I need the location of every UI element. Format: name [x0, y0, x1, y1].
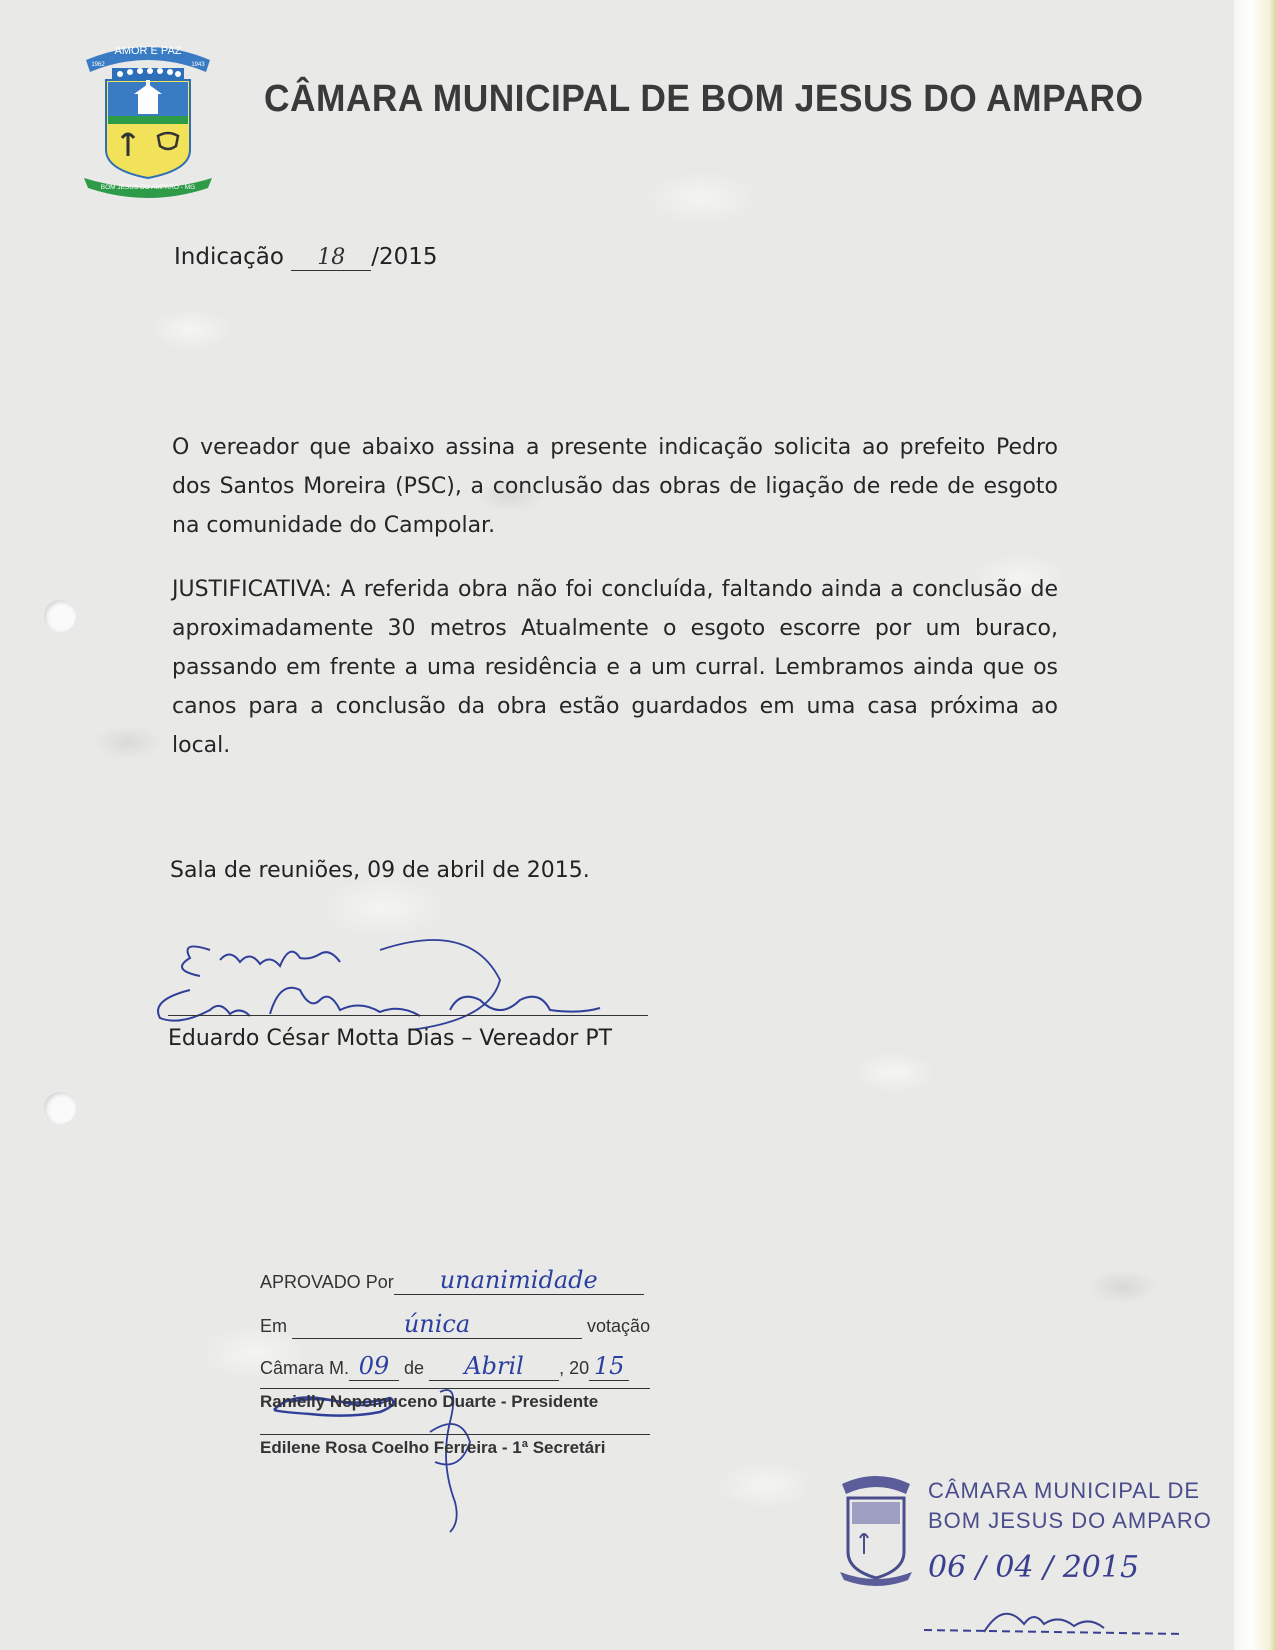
punch-hole-bottom: [44, 1092, 76, 1124]
stamp-line-1: CÂMARA MUNICIPAL DE: [928, 1478, 1201, 1503]
approval-day: 09: [349, 1352, 399, 1381]
approval-row-em: [260, 1310, 650, 1339]
secretary-name: Edilene Rosa Coelho Ferreira - 1ª Secretári: [260, 1438, 606, 1457]
receipt-stamp: [836, 1474, 1216, 1644]
indicacao-number: 18: [291, 245, 371, 271]
place-date: Sala de reuniões, 09 de abril de 2015.: [170, 858, 590, 883]
municipal-crest-icon: [82, 38, 214, 198]
votacao-label: votação: [587, 1316, 651, 1336]
crest-year-right: 1943: [191, 62, 205, 68]
crest-year-left: 1962: [91, 62, 105, 68]
aprovado-label: APROVADO Por: [260, 1272, 394, 1292]
indicacao-line: [174, 244, 438, 271]
punch-hole-top: [44, 600, 76, 632]
signer-name: Eduardo César Motta Dias – Vereador PT: [168, 1026, 613, 1051]
request-paragraph: O vereador que abaixo assina a presente indicação solicita ao prefeito Pedro dos Santos Moreira (PSC), a conclusão das obras de ligação de rede de esgoto na comunidade do Campolar.: [172, 435, 1058, 538]
president-line: [260, 1388, 650, 1389]
president-name: Ranielly Nepomuceno Duarte - Presidente: [260, 1392, 599, 1411]
paper-edge: [1234, 0, 1276, 1650]
de-label: de: [404, 1358, 425, 1378]
crest-banner: BOM JESUS DO AMPARO - MG: [100, 184, 196, 191]
approval-year: 15: [589, 1352, 629, 1381]
stamp-line-2: BOM JESUS DO AMPARO: [928, 1508, 1212, 1533]
secretary-line: [260, 1434, 650, 1435]
justification-paragraph: JUSTIFICATIVA: A referida obra não foi concluída, faltando ainda a conclusão de aproximadamente 30 metros Atualmente o esgoto escorre por um buraco, passando em frente a uma residência e a um curral. Lembramos ainda que os canos para a conclusão da obra estão guardados em uma casa próxima ao local.: [172, 577, 1058, 758]
page-title: CÂMARA MUNICIPAL DE BOM JESUS DO AMPARO: [264, 78, 1144, 120]
stamp-crest-icon: [836, 1474, 916, 1586]
signature-line: [168, 1015, 648, 1016]
em-label: Em: [260, 1316, 287, 1336]
approval-row-camara: [260, 1352, 629, 1381]
approval-row-aprovado: [260, 1266, 644, 1295]
stamp-date: 06 / 04 / 2015: [928, 1550, 1140, 1585]
approval-month: Abril: [429, 1352, 559, 1381]
stamp-signature-icon: [924, 1594, 1204, 1644]
camara-label: Câmara M.: [260, 1358, 350, 1378]
indicacao-year: /2015: [371, 244, 438, 270]
aprovado-value: unanimidade: [394, 1266, 644, 1295]
crest-motto: AMOR E PAZ: [114, 45, 182, 57]
year-prefix: , 20: [559, 1358, 590, 1378]
indicacao-label: Indicação: [174, 244, 284, 270]
em-value: única: [292, 1310, 582, 1339]
signature-icon: [150, 930, 630, 1040]
